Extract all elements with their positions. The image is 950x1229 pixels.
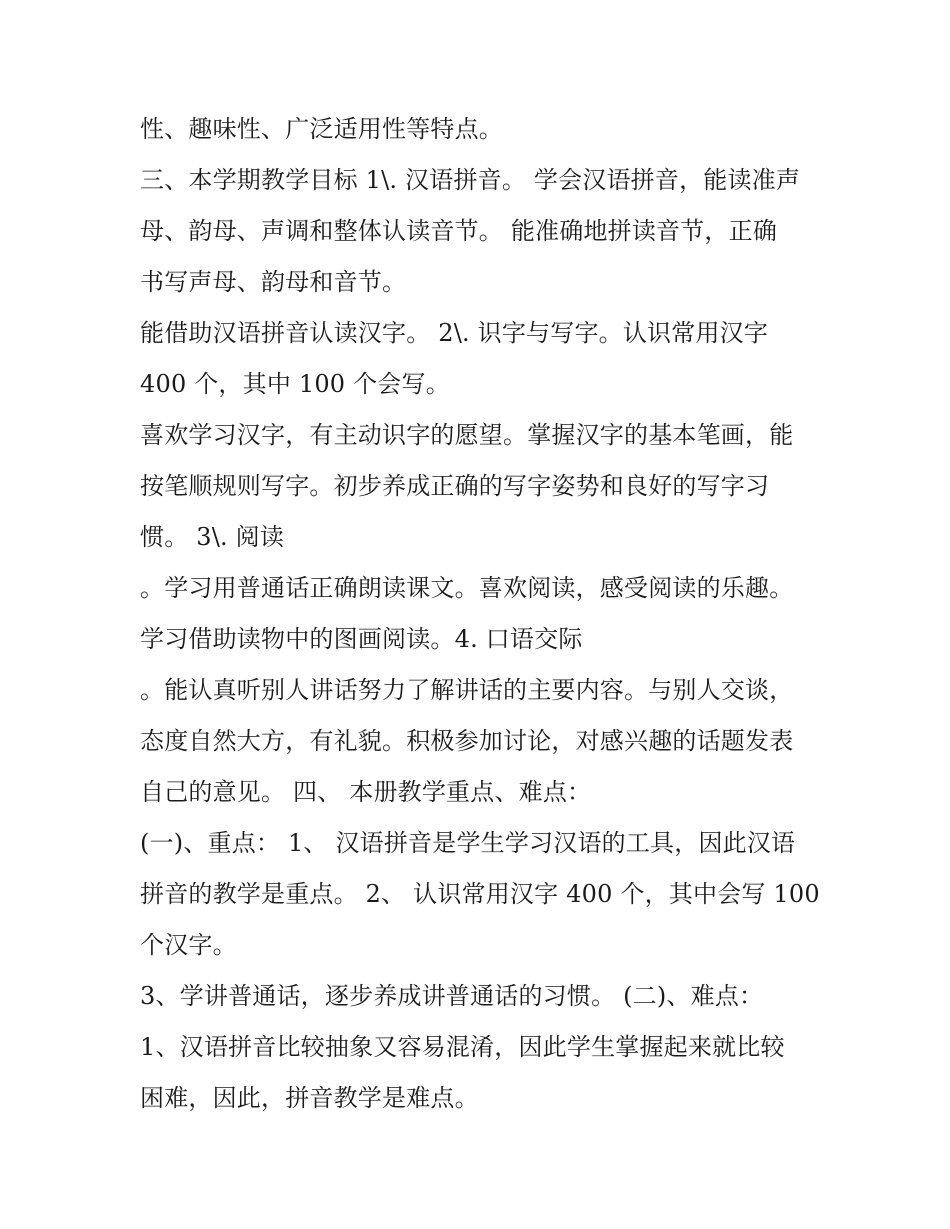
text-line: 400 个，其中 100 个会写。 [140,370,450,398]
text-line: 困难，因此，拼音教学是难点。 [140,1084,479,1112]
text-line: 3、学讲普通话，逐步养成讲普通话的习惯。 (二)、难点： [140,982,764,1010]
document-body [140,104,830,1124]
text-line: 拼音的教学是重点。 2、 认识常用汉字 400 个，其中会写 100 [140,880,820,908]
text-line: 书写声母、韵母和音节。 [140,268,407,296]
text-line: 。能认真听别人讲话努力了解讲话的主要内容。与别人交谈， [140,676,794,704]
text-line: 惯。 3\. 阅读 [140,523,285,551]
text-line: 自己的意见。 四、 本册教学重点、难点： [140,778,592,806]
text-line: 个汉字。 [140,931,237,959]
text-line: 性、趣味性、广泛适用性等特点。 [140,115,503,143]
text-line: 1、汉语拼音比较抽象又容易混淆，因此学生掌握起来就比较 [140,1033,785,1061]
text-line: 能借助汉语拼音认读汉字。 2\. 识字与写字。认识常用汉字 [140,319,769,347]
text-line: 喜欢学习汉字，有主动识字的愿望。掌握汉字的基本笔画，能 [140,421,794,449]
text-line: 三、本学期教学目标 1\. 汉语拼音。 学会汉语拼音，能读准声 [140,166,801,194]
text-line: 态度自然大方，有礼貌。积极参加讨论，对感兴趣的话题发表 [140,727,794,755]
text-line: 。学习用普通话正确朗读课文。喜欢阅读，感受阅读的乐趣。 [140,574,794,602]
text-line: 母、韵母、声调和整体认读音节。 能准确地拼读音节，正确 [140,217,778,245]
text-line: 学习借助读物中的图画阅读。4. 口语交际 [140,625,583,653]
text-line: (一)、重点： 1、 汉语拼音是学生学习汉语的工具，因此汉语 [140,829,796,857]
text-line: 按笔顺规则写字。初步养成正确的写字姿势和良好的写字习 [140,472,770,500]
